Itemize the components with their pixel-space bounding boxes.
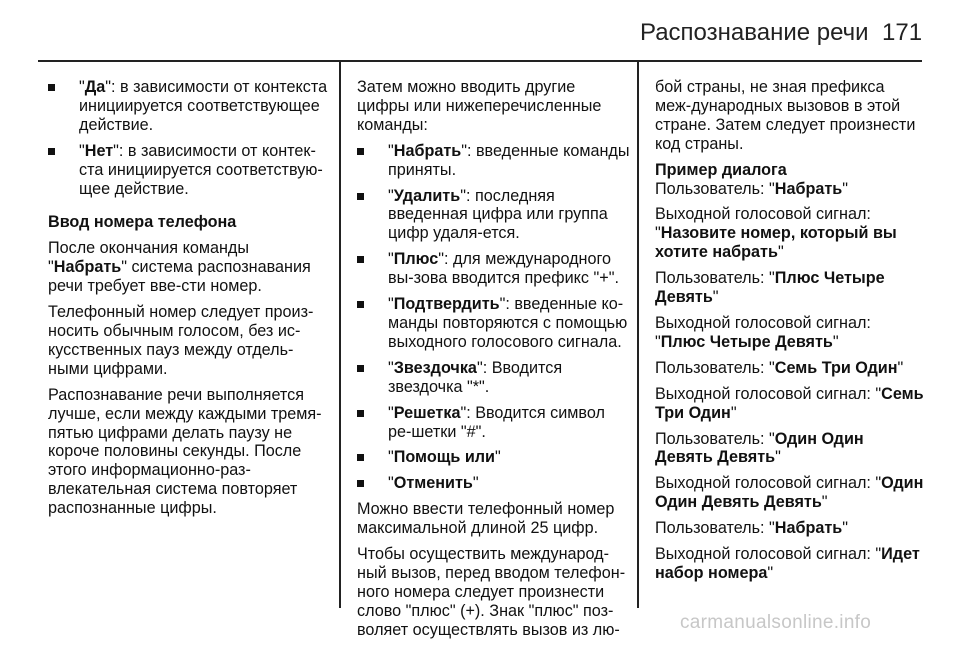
dialog-line: Выходной голосовой сигнал: "Идет набор номера" (655, 545, 920, 582)
bullet-marker (48, 84, 55, 91)
section-title-dialog-example: Пример диалога (655, 160, 787, 179)
bullet-item-net: "Нет": в зависимости от контек-ста инициируется соответствую-щее действие. (48, 142, 330, 199)
column-divider-1 (339, 62, 341, 608)
header-rule (38, 60, 922, 62)
bullet-item: "Помощь или" (357, 448, 631, 467)
command-term: Нет (84, 141, 114, 160)
column-2 (357, 78, 631, 647)
bullet-marker (357, 410, 364, 417)
bullet-marker (357, 301, 364, 308)
dialog-line: Пользователь: "Плюс Четыре Девять" (655, 269, 885, 307)
bullet-item: "Подтвердить": введенные ко-манды повторяются с помощью выходного голосового сигнала. (357, 295, 631, 352)
bullet-marker (357, 256, 364, 263)
watermark: carmanualsonline.info (680, 612, 872, 633)
dialog-line: Выходной голосовой сигнал: "Семь Три Один" (655, 384, 924, 422)
page-header-title: Распознавание речи (640, 19, 869, 46)
dialog-line: Пользователь: "Набрать" (655, 519, 849, 538)
bullet-marker (48, 148, 55, 155)
section-title-phone-input: Ввод номера телефона (48, 213, 237, 232)
bullet-marker (357, 480, 364, 487)
bullet-item: "Плюс": для международного вы-зова вводится префикс "+". (357, 250, 631, 288)
dialog-line: Пользователь: "Набрать" (655, 179, 849, 198)
dialog-line: Выходной голосовой сигнал: "Один Один Девять Девять" (655, 474, 924, 512)
bullet-marker (357, 148, 364, 155)
bullet-item: "Набрать": введенные команды приняты. (357, 142, 631, 180)
paragraph: Телефонный номер следует произ-носить обычным голосом, без ис-кусственных пауз между отдель-ными цифрами. (48, 303, 314, 378)
bullet-marker (357, 365, 364, 372)
paragraph: Чтобы осуществить международ-ный вызов, перед вводом телефон-ного номера следует произнести слово "плюс" (+). Знак "плюс" поз-воляет осуществлять вызов из лю- (357, 545, 626, 639)
bullet-item: "Звездочка": Вводится звездочка "*". (357, 359, 631, 397)
dialog-line: Выходной голосовой сигнал: "Назовите номер, который вы хотите набрать" (655, 205, 897, 262)
paragraph: бой страны, не зная префикса меж-дународных вызовов в этой стране. Затем следует произнести код страны. (655, 78, 916, 153)
dialog-line: Пользователь: "Один Один Девять Девять" (655, 429, 864, 467)
bullet-item: "Удалить": последняя введенная цифра или группа цифр удаля-ется. (357, 187, 631, 244)
command-term: Да (84, 78, 106, 96)
paragraph: Затем можно вводить другие цифры или нижеперечисленные команды: (357, 78, 602, 134)
bullet-marker (357, 193, 364, 200)
column-divider-2 (637, 62, 639, 608)
bullet-item-da: "Да": в зависимости от контекста инициируется соответствующее действие. (48, 78, 330, 135)
paragraph: Распознавание речи выполняется лучше, если между каждыми тремя-пятью цифрами делать паузу не короче половины секунды. После этого информационно-раз-влекательная система повторяет распознанные цифры. (48, 385, 322, 518)
paragraph: Можно ввести телефонный номер максимальной длиной 25 цифр. (357, 500, 615, 538)
dialog-line: Выходной голосовой сигнал: "Плюс Четыре Девять" (655, 313, 871, 351)
page-number: 171 (882, 19, 923, 46)
bullet-item: "Решетка": Вводится символ ре-шетки "#". (357, 404, 631, 442)
dialog-line: Пользователь: "Семь Три Один" (655, 358, 904, 377)
bullet-marker (357, 454, 364, 461)
bullet-item: "Отменить" (357, 474, 631, 493)
paragraph: После окончания команды "Набрать" система распознавания речи требует вве-сти номер. (48, 239, 311, 296)
column-3 (655, 78, 925, 590)
column-1 (48, 78, 330, 525)
